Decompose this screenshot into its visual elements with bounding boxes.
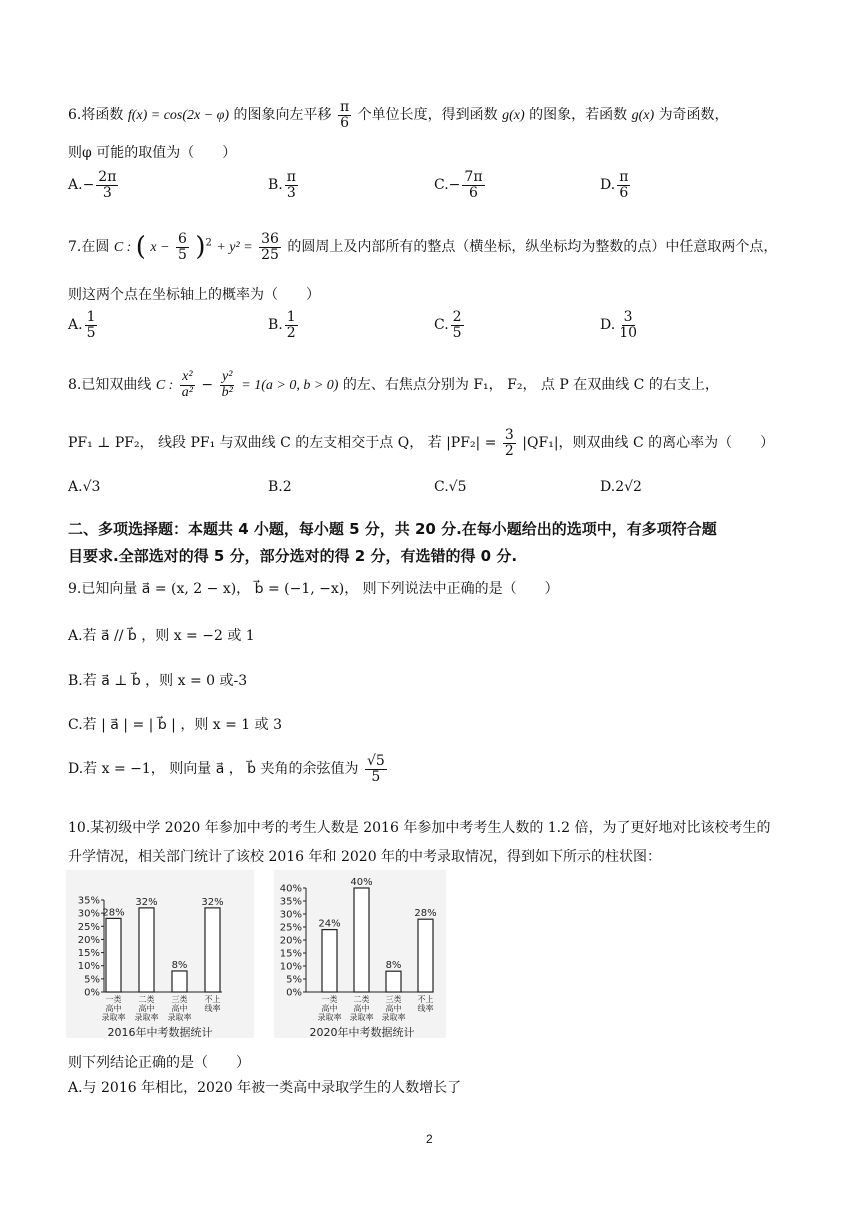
- bar: [172, 971, 187, 992]
- frac-num: y²: [222, 369, 233, 384]
- option-label: C.: [434, 177, 449, 194]
- category-label: 录取率: [317, 1013, 342, 1022]
- y-tick-label: 35%: [279, 896, 302, 908]
- option-label: C.: [434, 317, 449, 334]
- option-sign: −: [82, 177, 95, 194]
- q8-line2: [68, 428, 774, 458]
- y-tick-label: 40%: [279, 883, 302, 895]
- option-fraction: [617, 170, 630, 200]
- category-label: 录取率: [349, 1013, 374, 1022]
- q6-text: 为奇函数，: [658, 107, 729, 124]
- option-value: √5: [448, 479, 467, 495]
- frac-num: 2: [452, 309, 462, 325]
- frac-den: 5: [452, 324, 462, 341]
- frac-den: 25: [261, 246, 279, 263]
- bar-value-label: 28%: [102, 907, 125, 919]
- q9-option-a: A.若 a⃗ // b⃗ ，则 x = −2 或 1: [68, 628, 255, 644]
- category-label: 一类: [321, 995, 338, 1004]
- option-fraction: [617, 310, 639, 340]
- q6-func-g: g(x): [502, 108, 525, 124]
- q8-text: |QF₁|，则双曲线 C 的离心率为（ ）: [522, 435, 775, 452]
- category-label: 高中: [353, 1004, 370, 1013]
- category-label: 线率: [204, 1004, 221, 1013]
- option-fraction: [96, 170, 118, 200]
- option-fraction: [462, 170, 484, 200]
- page-number: 2: [426, 1132, 433, 1146]
- frac-num: 7π: [464, 169, 483, 185]
- q10-line2: 升学情况，相关部门统计了该校 2016 年和 2020 年的中考录取情况，得到如下所示的柱状图：: [68, 849, 662, 865]
- category-label: 录取率: [167, 1013, 192, 1022]
- option-label: B.: [268, 479, 283, 495]
- y-tick-label: 15%: [279, 948, 302, 960]
- q7-prefix: 7.在圆: [68, 239, 110, 256]
- bar: [322, 930, 337, 992]
- frac-den: 6: [619, 184, 629, 201]
- frac-num: 1: [86, 309, 96, 325]
- frac-den: 5: [178, 246, 187, 263]
- q7-option-d: [600, 310, 641, 340]
- y-tick-label: 30%: [279, 909, 302, 921]
- category-label: 录取率: [101, 1013, 126, 1022]
- q7-text: 的圆周上及内部所有的整点（横坐标，纵坐标均为整数的点）中任意取两个点，: [287, 239, 778, 256]
- bar: [386, 971, 401, 992]
- paren-close: ): [195, 232, 206, 263]
- q6-prefix: 6.将函数: [68, 107, 124, 124]
- frac-den: 5: [371, 768, 381, 785]
- option-sign: −: [448, 177, 461, 194]
- bar: [205, 908, 220, 992]
- q8-option-d: [600, 479, 642, 495]
- option-label: B.: [268, 317, 283, 334]
- frac-num: π: [286, 169, 296, 185]
- q7-x-part: x −: [150, 240, 170, 256]
- section-header-line1: 二、多项选择题：本题共 4 小题，每小题 5 分，共 20 分.在每小题给出的选项中，有多项符合题: [68, 520, 717, 538]
- option-label: C.: [434, 479, 449, 495]
- frac-num: 3: [623, 309, 633, 325]
- category-label: 二类: [138, 995, 155, 1004]
- frac-den: 3: [102, 184, 112, 201]
- q8-text: 的左、右焦点分别为 F₁， F₂， 点 P 在双曲线 C 的右支上，: [342, 377, 719, 394]
- frac-den: 10: [619, 324, 638, 341]
- frac-num: 1: [286, 309, 296, 325]
- q7-line2: 则这两个点在坐标轴上的概率为（ ）: [68, 287, 320, 303]
- option-fraction: [85, 310, 98, 340]
- bar-value-label: 40%: [350, 877, 373, 888]
- bar: [354, 888, 369, 992]
- q7-option-b: [268, 310, 300, 340]
- chart-title: 2020年中考数据统计: [309, 1026, 415, 1039]
- option-label: A.: [68, 479, 83, 495]
- bar-charts: [66, 870, 446, 1040]
- q6-text: 的图象向左平移: [233, 107, 332, 124]
- q8-ratio-fraction: [503, 428, 516, 458]
- y-tick-label: 5%: [84, 974, 100, 986]
- frac-num: π: [340, 99, 350, 115]
- q8-prefix: 8.已知双曲线: [68, 377, 152, 394]
- y-tick-label: 25%: [279, 922, 302, 934]
- q8-line1: [68, 370, 719, 400]
- q9-option-c: C.若 | a⃗ | = | b⃗ | ，则 x = 1 或 3: [68, 717, 283, 733]
- category-label: 高中: [385, 1004, 402, 1013]
- y-tick-label: 0%: [286, 987, 302, 999]
- q6-text: 个单位长度，得到函数: [357, 107, 498, 124]
- option-label: D.: [600, 317, 616, 334]
- q6-shift-fraction: [338, 100, 351, 130]
- frac-den: 6: [469, 184, 478, 201]
- q6-option-b: [268, 170, 300, 200]
- y-tick-label: 10%: [279, 961, 302, 973]
- option-label: D.: [600, 177, 616, 194]
- y-tick-label: 25%: [77, 921, 100, 933]
- bar-value-label: 8%: [171, 959, 188, 971]
- chart-title: 2016年中考数据统计: [107, 1026, 213, 1039]
- y-tick-label: 20%: [77, 934, 100, 946]
- q6-line2: 则φ 可能的取值为（ ）: [68, 145, 237, 161]
- category-label: 录取率: [381, 1013, 406, 1022]
- section-header-line2: 目要求.全部选对的得 5 分，部分选对的得 2 分，有选错的得 0 分.: [68, 547, 518, 565]
- option-fraction: [451, 310, 464, 340]
- bar-value-label: 24%: [318, 918, 341, 930]
- q6-line1: [68, 100, 729, 130]
- q10-option-a: A.与 2016 年相比，2020 年被一类高中录取学生的人数增长了: [68, 1080, 462, 1096]
- category-label: 一类: [105, 995, 122, 1004]
- q9-option-d-text: D.若 x = −1， 则向量 a⃗ ， b⃗ 夹角的余弦值为: [68, 761, 359, 778]
- q8-y-fraction: [220, 370, 235, 400]
- q8-option-b: [268, 479, 292, 495]
- frac-den: a²: [181, 384, 193, 400]
- option-label: D.: [600, 479, 616, 495]
- q8-condition: = 1(a > 0, b > 0): [241, 378, 339, 394]
- category-label: 高中: [171, 1004, 188, 1013]
- y-tick-label: 0%: [84, 987, 100, 999]
- bar-value-label: 32%: [135, 896, 158, 908]
- q6-option-d: [600, 170, 632, 200]
- q8-option-c: [434, 479, 467, 495]
- bar-value-label: 28%: [414, 908, 437, 920]
- category-label: 高中: [321, 1004, 338, 1013]
- q7-y-part: + y² =: [216, 240, 253, 256]
- category-label: 线率: [417, 1004, 434, 1013]
- q6-text: 的图象，若函数: [529, 107, 628, 124]
- frac-num: x²: [182, 369, 193, 384]
- frac-num: 2π: [98, 169, 117, 185]
- q8-curve-label: C :: [155, 378, 174, 394]
- frac-num: √5: [366, 753, 385, 769]
- frac-den: b²: [221, 384, 233, 400]
- q9-option-d: [68, 754, 389, 784]
- q9-cos-fraction: [365, 754, 387, 784]
- frac-den: 2: [504, 442, 514, 459]
- q7-fraction: [176, 232, 189, 262]
- category-label: 三类: [385, 995, 402, 1004]
- q9-stem: 9.已知向量 a⃗ = (x, 2 − x)， b⃗ = (−1, −x)， 则下列说法中正确的是（ ）: [68, 581, 559, 597]
- q6-option-c: [434, 170, 487, 200]
- bar-value-label: 32%: [201, 896, 224, 908]
- frac-den: 6: [340, 114, 350, 131]
- frac-num: 6: [178, 231, 187, 247]
- option-label: B.: [268, 177, 283, 194]
- y-tick-label: 5%: [286, 974, 302, 986]
- minus-sign: −: [201, 377, 214, 394]
- frac-den: 3: [286, 184, 296, 201]
- option-value: 2√2: [615, 479, 642, 495]
- q8-x-fraction: [180, 370, 195, 400]
- q7-option-c: [434, 310, 466, 340]
- y-tick-label: 35%: [77, 895, 100, 907]
- category-label: 不上: [204, 995, 221, 1004]
- q8-text: PF₁ ⊥ PF₂， 线段 PF₁ 与双曲线 C 的左支相交于点 Q， 若 |PF₂| =: [68, 435, 497, 452]
- frac-num: 36: [261, 231, 279, 247]
- q6-option-a: [68, 170, 120, 200]
- q6-func-g: g(x): [631, 108, 655, 124]
- y-tick-label: 20%: [279, 935, 302, 947]
- q7-option-a: [68, 310, 99, 340]
- option-value: √3: [82, 479, 101, 495]
- option-fraction: [285, 170, 298, 200]
- q8-option-a: [68, 479, 100, 495]
- bar-value-label: 8%: [385, 960, 402, 972]
- q6-func: f(x) = cos(2x − φ): [127, 108, 230, 124]
- category-label: 不上: [417, 995, 434, 1004]
- option-value: 2: [282, 479, 292, 495]
- option-label: A.: [68, 177, 83, 194]
- category-label: 三类: [171, 995, 188, 1004]
- q10-after: 则下列结论正确的是（ ）: [68, 1055, 250, 1071]
- q10-line1: 10.某初级中学 2020 年参加中考的考生人数是 2016 年参加中考考生人数的 1.2 倍，为了更好地对比该校考生的: [68, 820, 771, 836]
- y-tick-label: 30%: [77, 908, 100, 920]
- bar: [139, 908, 154, 992]
- q7-line1: [68, 232, 777, 262]
- q7-exponent: 2: [205, 237, 212, 249]
- y-tick-label: 10%: [77, 961, 100, 973]
- frac-den: 2: [286, 324, 296, 341]
- frac-num: 3: [504, 427, 514, 443]
- frac-num: π: [619, 169, 629, 185]
- option-fraction: [285, 310, 298, 340]
- option-label: A.: [68, 317, 83, 334]
- paren-open: (: [135, 232, 146, 263]
- category-label: 录取率: [134, 1013, 159, 1022]
- category-label: 二类: [353, 995, 370, 1004]
- bar: [418, 919, 433, 992]
- q7-circle-label: C :: [113, 240, 132, 256]
- category-label: 高中: [138, 1004, 155, 1013]
- q9-option-b: B.若 a⃗ ⊥ b⃗ ，则 x = 0 或-3: [68, 673, 248, 689]
- bar: [106, 918, 121, 992]
- q7-radius-fraction: [259, 232, 281, 262]
- y-tick-label: 15%: [77, 948, 100, 960]
- category-label: 高中: [105, 1004, 122, 1013]
- frac-den: 5: [86, 324, 96, 341]
